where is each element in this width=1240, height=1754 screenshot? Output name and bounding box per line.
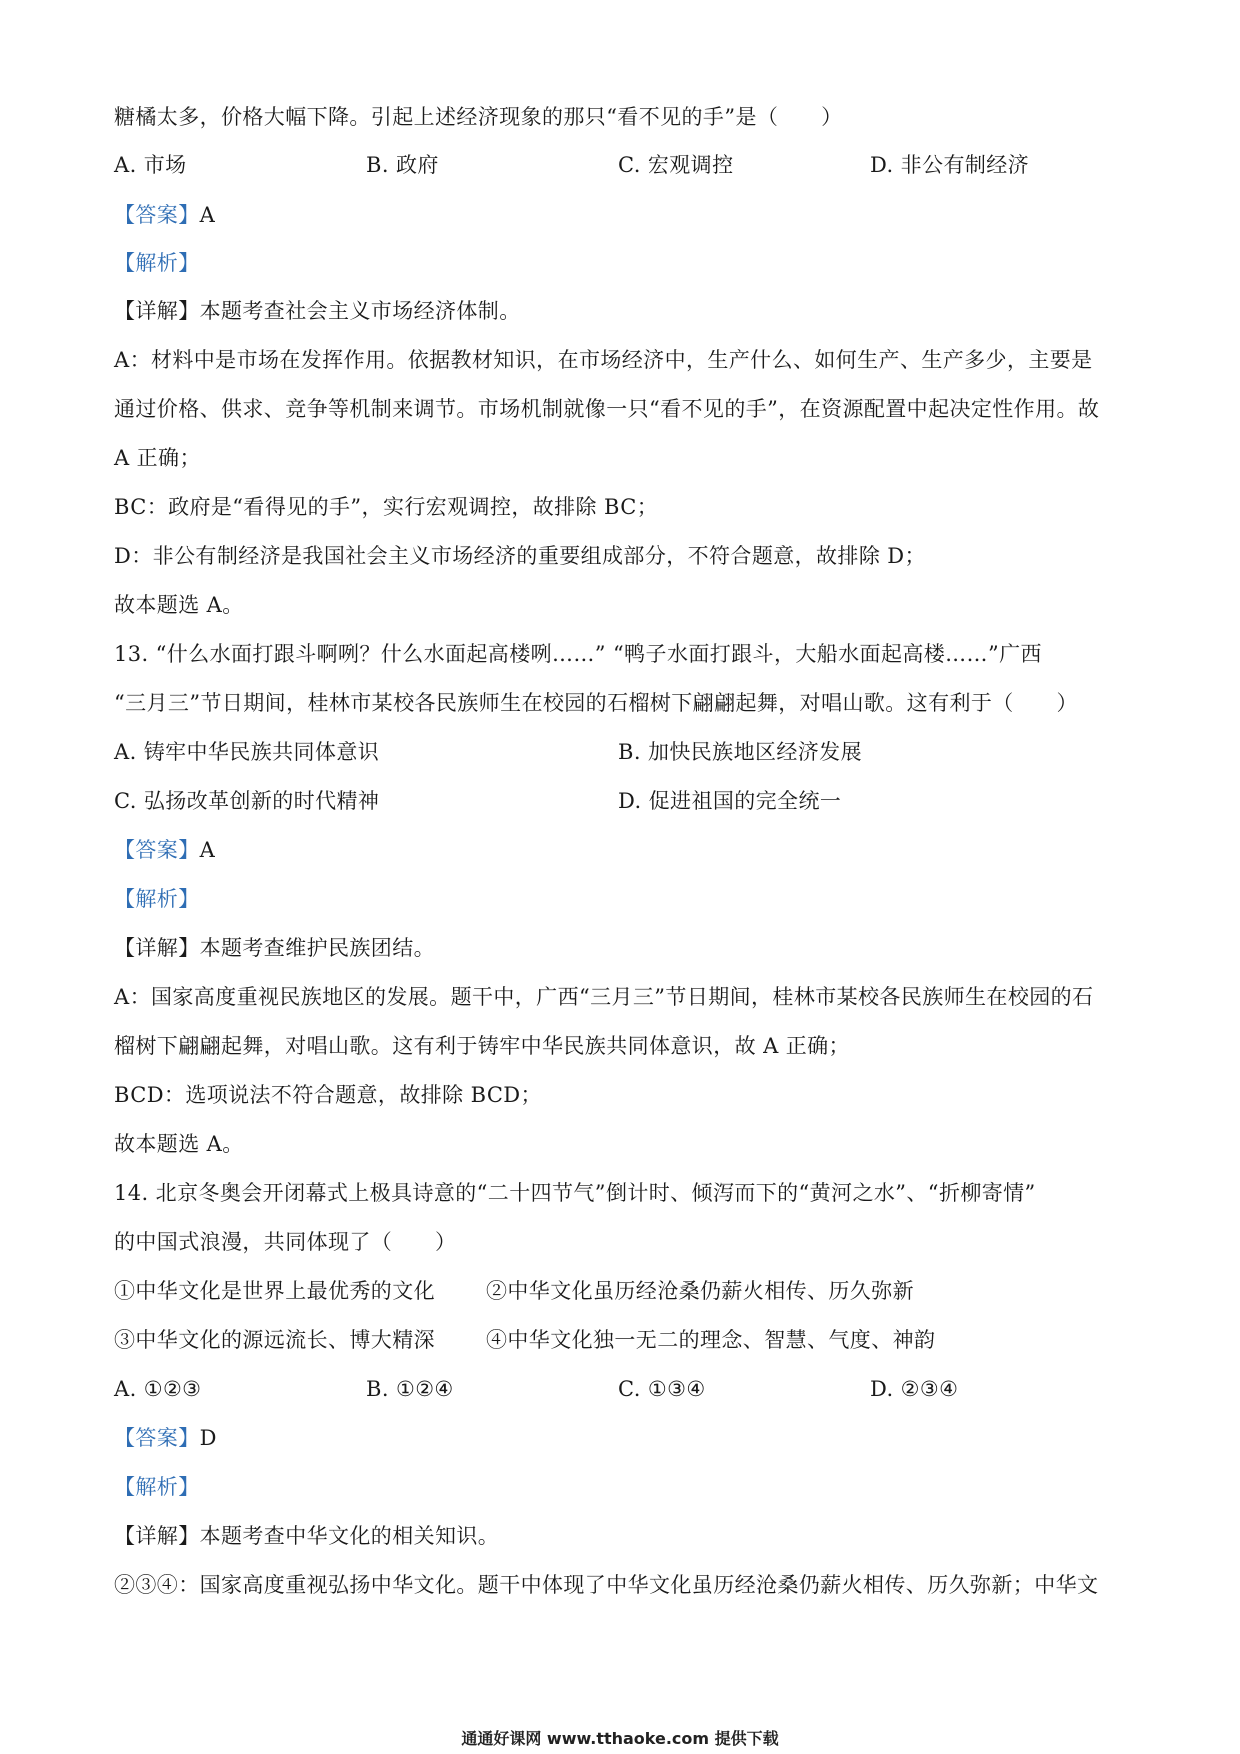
q14-answer <box>114 1423 1124 1453</box>
q14-statement-4: ④中华文化独一无二的理念、智慧、气度、神韵 <box>486 1328 936 1352</box>
q13-answer <box>114 835 1124 865</box>
q13-analysis-tag: 【解析】 <box>114 887 200 911</box>
q12-line-3: A 正确； <box>114 446 201 470</box>
answer-value: A <box>199 838 216 862</box>
answer-tag: 【答案】 <box>114 203 200 227</box>
q12-line-1: A：材料中是市场在发挥作用。依据教材知识，在市场经济中，生产什么、如何生产、生产多少，主要是 <box>114 348 1093 372</box>
q12-option-a: A. 市场 <box>114 153 187 177</box>
q12-line-4: BC：政府是“看得见的手”，实行宏观调控，故排除 BC； <box>114 495 659 519</box>
q12-answer <box>114 200 1124 230</box>
q13-stem-2: “三月三”节日期间，桂林市某校各民族师生在校园的石榴树下翩翩起舞，对唱山歌。这有利于（ ） <box>114 691 1078 715</box>
q13-line-2: 榴树下翩翩起舞，对唱山歌。这有利于铸牢中华民族共同体意识，故 A 正确； <box>114 1034 850 1058</box>
answer-value: A <box>199 203 216 227</box>
q14-line-1: ②③④：国家高度重视弘扬中华文化。题干中体现了中华文化虽历经沧桑仍薪火相传、历久弥新；中华文 <box>114 1573 1099 1597</box>
q12-option-b: B. 政府 <box>366 153 439 177</box>
answer-tag: 【答案】 <box>114 1426 200 1450</box>
q13-option-c: C. 弘扬改革创新的时代精神 <box>114 789 380 813</box>
q12-stem: 糖橘太多，价格大幅下降。引起上述经济现象的那只“看不见的手”是（ ） <box>114 105 843 129</box>
q13-option-d: D. 促进祖国的完全统一 <box>618 789 842 813</box>
q14-detail: 【详解】本题考查中华文化的相关知识。 <box>114 1524 500 1548</box>
q14-option-c: C. ①③④ <box>618 1377 706 1401</box>
answer-value: D <box>199 1426 217 1450</box>
q13-detail: 【详解】本题考查维护民族团结。 <box>114 936 435 960</box>
q14-statement-2: ②中华文化虽历经沧桑仍薪火相传、历久弥新 <box>486 1279 914 1303</box>
q13-option-a: A. 铸牢中华民族共同体意识 <box>114 740 380 764</box>
q12-option-c: C. 宏观调控 <box>618 153 734 177</box>
q14-option-d: D. ②③④ <box>870 1377 959 1401</box>
q14-statement-3: ③中华文化的源远流长、博大精深 <box>114 1328 435 1352</box>
q14-statement-1: ①中华文化是世界上最优秀的文化 <box>114 1279 435 1303</box>
q13-line-1: A：国家高度重视民族地区的发展。题干中，广西“三月三”节日期间，桂林市某校各民族师生在校园的石 <box>114 985 1094 1009</box>
q14-option-a: A. ①②③ <box>114 1377 202 1401</box>
answer-tag: 【答案】 <box>114 838 200 862</box>
page-footer: 通通好课网 www.tthaoke.com 提供下载 <box>461 1729 779 1748</box>
q14-stem-1: 14. 北京冬奥会开闭幕式上极具诗意的“二十四节气”倒计时、倾泻而下的“黄河之水”、“折柳寄情” <box>114 1181 1036 1205</box>
q12-line-2: 通过价格、供求、竞争等机制来调节。市场机制就像一只“看不见的手”，在资源配置中起决定性作用。故 <box>114 397 1100 421</box>
q12-analysis-tag: 【解析】 <box>114 251 200 275</box>
q13-stem-1: 13. “什么水面打跟斗啊咧？什么水面起高楼咧……” “鸭子水面打跟斗，大船水面起高楼……”广西 <box>114 642 1042 666</box>
q13-option-b: B. 加快民族地区经济发展 <box>618 740 862 764</box>
q12-line-6: 故本题选 A。 <box>114 593 244 617</box>
q14-stem-2: 的中国式浪漫，共同体现了（ ） <box>114 1230 457 1254</box>
q12-option-d: D. 非公有制经济 <box>870 153 1030 177</box>
q12-detail: 【详解】本题考查社会主义市场经济体制。 <box>114 299 521 323</box>
q14-analysis-tag: 【解析】 <box>114 1475 200 1499</box>
q12-line-5: D：非公有制经济是我国社会主义市场经济的重要组成部分，不符合题意，故排除 D； <box>114 544 926 568</box>
q13-line-3: BCD：选项说法不符合题意，故排除 BCD； <box>114 1083 542 1107</box>
q13-line-4: 故本题选 A。 <box>114 1132 244 1156</box>
q14-option-b: B. ①②④ <box>366 1377 454 1401</box>
